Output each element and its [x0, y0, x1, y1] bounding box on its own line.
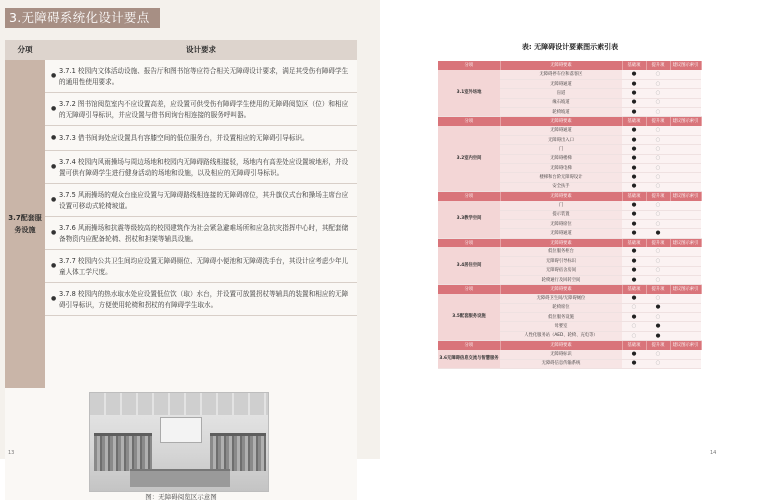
basic-item-mark: ● — [622, 257, 646, 266]
index-header-cell: 无障碍要素 — [500, 117, 622, 126]
basic-item-mark: ● — [622, 98, 646, 107]
basic-item-mark: ● — [622, 359, 646, 368]
element-name-cell: 无障碍楼梯 — [500, 154, 622, 163]
requirement-item — [45, 126, 357, 151]
element-name-cell: 轮椅坡道 — [500, 108, 622, 117]
index-header-cell: 提升项 — [646, 61, 670, 70]
section-name-cell: 3.3教学空间 — [438, 201, 500, 239]
basic-item-mark: ● — [622, 313, 646, 322]
index-header-cell: 提升项 — [646, 238, 670, 247]
section-name-cell: 3.6无障碍信息交流与智慧服务 — [438, 350, 500, 369]
element-name-cell: 无障碍通道 — [500, 229, 622, 238]
photo-area — [5, 388, 357, 500]
index-table-title: 表: 无障碍设计要素图示索引表 — [521, 43, 619, 51]
upgrade-item-mark: ○ — [646, 89, 670, 98]
diagram-index-cell — [670, 303, 701, 312]
element-name-cell: 提示装置 — [500, 210, 622, 219]
element-name-cell: 无障碍宿舍房间 — [500, 266, 622, 275]
element-name-cell: 轮椅席位 — [500, 303, 622, 312]
index-header-cell: 基础项 — [622, 117, 646, 126]
element-name-cell: 母婴室 — [500, 322, 622, 331]
index-header-cell: 无障碍要素 — [500, 192, 622, 201]
diagram-index-cell — [670, 182, 701, 191]
index-header-cell: 分项 — [438, 192, 500, 201]
index-row — [438, 294, 701, 303]
upgrade-item-mark: ○ — [646, 350, 670, 359]
requirement-item — [45, 60, 357, 93]
header-category: 分项 — [17, 45, 33, 54]
index-row — [438, 350, 701, 359]
requirement-text: 3.7.2 图书馆阅览室内不应设置高差，应设置可供受伤有障碍学生使用的无障碍阅览区（位）和相应的无障碍引导标识，并应设置与借书间询台相连接的服务呼叫器。 — [59, 100, 349, 119]
index-header-cell: 基础项 — [622, 192, 646, 201]
element-name-cell: 无障碍出入口 — [500, 135, 622, 144]
bullet-icon: ● — [51, 163, 57, 171]
index-header-cell: 分项 — [438, 117, 500, 126]
index-header-cell: 无障碍要素 — [500, 341, 622, 350]
upgrade-item-mark: ○ — [646, 135, 670, 144]
requirement-list — [45, 60, 357, 388]
basic-item-mark: ● — [622, 266, 646, 275]
basic-item-mark: ○ — [622, 303, 646, 312]
basic-item-mark: ● — [622, 219, 646, 228]
diagram-index-cell — [670, 275, 701, 284]
diagram-index-cell — [670, 350, 701, 359]
basic-item-mark: ● — [622, 89, 646, 98]
index-header-row — [438, 61, 701, 70]
requirement-text: 3.7.3 借书间询处应设置具有容膝空间的低位服务台，并设置相应的无障碍引导标识。 — [59, 134, 309, 143]
index-header-row — [438, 285, 701, 294]
index-row — [438, 70, 701, 79]
element-name-cell: 无障碍信息传输系统 — [500, 359, 622, 368]
index-header-cell: 提升项 — [646, 341, 670, 350]
element-name-cell: 无障碍通道 — [500, 126, 622, 135]
upgrade-item-mark: ○ — [646, 70, 670, 79]
diagram-index-cell — [670, 210, 701, 219]
diagram-index-cell — [670, 164, 701, 173]
index-row — [438, 201, 701, 210]
element-name-cell: 缘石坡道 — [500, 98, 622, 107]
basic-item-mark: ● — [622, 154, 646, 163]
index-header-cell: 建议图示索引 — [670, 117, 701, 126]
index-header-cell: 建议图示索引 — [670, 61, 701, 70]
element-name-cell: 无障碍电梯 — [500, 164, 622, 173]
basic-item-mark: ● — [622, 247, 646, 256]
index-header-cell: 无障碍要素 — [500, 238, 622, 247]
diagram-index-cell — [670, 135, 701, 144]
index-header-cell: 分项 — [438, 285, 500, 294]
right-page — [380, 0, 760, 459]
index-header-cell: 分项 — [438, 341, 500, 350]
upgrade-item-mark: ○ — [646, 257, 670, 266]
index-header-row — [438, 341, 701, 350]
upgrade-item-mark: ● — [646, 229, 670, 238]
bookshelf — [210, 433, 266, 471]
index-table — [438, 61, 702, 369]
requirement-item — [45, 283, 357, 316]
section-name-cell: 3.1室外场地 — [438, 70, 500, 117]
section-title: 3.无障碍系统化设计要点 — [5, 8, 160, 28]
element-name-cell: 门 — [500, 201, 622, 210]
index-row — [438, 247, 701, 256]
basic-item-mark: ● — [622, 145, 646, 154]
header-requirements: 设计要求 — [186, 45, 216, 54]
index-header-row — [438, 192, 701, 201]
requirement-item — [45, 217, 357, 250]
element-name-cell: 门 — [500, 145, 622, 154]
upgrade-item-mark: ○ — [646, 275, 670, 284]
photo-caption: 图：无障碍阅览区示意图 — [145, 493, 217, 501]
index-header-cell: 建议图示索引 — [670, 238, 701, 247]
requirement-item — [45, 250, 357, 283]
upgrade-item-mark: ○ — [646, 210, 670, 219]
table-body — [5, 60, 357, 388]
bullet-icon: ● — [51, 229, 57, 237]
element-name-cell: 盲道 — [500, 89, 622, 98]
element-name-cell: 低位服务柜台 — [500, 247, 622, 256]
diagram-index-cell — [670, 70, 701, 79]
diagram-index-cell — [670, 331, 701, 340]
requirement-text: 3.7.6 风雨操场和抗震等级较高的校园建筑作为社会紧急避难场所和应急抗灾指挥中心时，其配套储备物资内应配备轮椅、拐杖和担架等辅具设施。 — [59, 224, 349, 243]
requirement-item — [45, 184, 357, 217]
ceiling-lights — [90, 393, 268, 415]
requirement-text: 3.7.1 校园内文体活动设施、报告厅和图书馆等应符合相关无障碍设计要求，满足其受伤有障碍学生的通用性使用要求。 — [59, 67, 349, 86]
diagram-index-cell — [670, 257, 701, 266]
bullet-icon: ● — [51, 295, 57, 303]
basic-item-mark: ● — [622, 201, 646, 210]
upgrade-item-mark: ○ — [646, 126, 670, 135]
basic-item-mark: ● — [622, 173, 646, 182]
index-header-cell: 提升项 — [646, 117, 670, 126]
element-name-cell: 低位服务设施 — [500, 313, 622, 322]
diagram-index-cell — [670, 145, 701, 154]
diagram-index-cell — [670, 294, 701, 303]
upgrade-item-mark: ○ — [646, 219, 670, 228]
index-header-cell: 建议图示索引 — [670, 341, 701, 350]
upgrade-item-mark: ○ — [646, 247, 670, 256]
basic-item-mark: ● — [622, 135, 646, 144]
basic-item-mark: ● — [622, 210, 646, 219]
upgrade-item-mark: ○ — [646, 108, 670, 117]
diagram-index-cell — [670, 322, 701, 331]
basic-item-mark: ● — [622, 294, 646, 303]
page-number-right: 14 — [710, 450, 717, 456]
basic-item-mark: ● — [622, 275, 646, 284]
service-desk — [130, 469, 230, 487]
upgrade-item-mark: ○ — [646, 98, 670, 107]
index-header-cell: 分项 — [438, 61, 500, 70]
element-name-cell: 无障碍引导标识 — [500, 257, 622, 266]
bullet-icon: ● — [51, 105, 57, 113]
upgrade-item-mark: ○ — [646, 79, 670, 88]
index-header-row — [438, 238, 701, 247]
window — [160, 417, 202, 443]
upgrade-item-mark: ○ — [646, 164, 670, 173]
index-header-cell: 分项 — [438, 238, 500, 247]
element-name-cell: 安全扶手 — [500, 182, 622, 191]
basic-item-mark: ● — [622, 350, 646, 359]
category-cell: 3.7配套服务设施 — [5, 60, 45, 388]
reading-area-photo — [89, 392, 269, 492]
diagram-index-cell — [670, 108, 701, 117]
requirement-text: 3.7.4 校园内风雨操场与周边场地和校园内无障碍路线相接驳，场地内有高差处应设置坡地形，并设置可供有障碍学生进行健身活动的场地和设施，以及相应的无障碍引导标识。 — [59, 158, 349, 177]
basic-item-mark: ○ — [622, 331, 646, 340]
section-name-cell: 3.2室内空间 — [438, 126, 500, 192]
element-name-cell: 无障碍通道 — [500, 79, 622, 88]
diagram-index-cell — [670, 79, 701, 88]
basic-item-mark: ○ — [622, 322, 646, 331]
index-header-cell: 建议图示索引 — [670, 285, 701, 294]
upgrade-item-mark: ○ — [646, 313, 670, 322]
requirement-text: 3.7.7 校园内公共卫生间均应设置无障碍厕位、无障碍小便池和无障碍洗手台，其设计应考虑少年儿童人体工学尺度。 — [59, 257, 349, 276]
diagram-index-cell — [670, 247, 701, 256]
upgrade-item-mark: ○ — [646, 145, 670, 154]
upgrade-item-mark: ○ — [646, 182, 670, 191]
requirement-item — [45, 151, 357, 184]
element-name-cell: 无障碍停车位和落客区 — [500, 70, 622, 79]
upgrade-item-mark: ○ — [646, 173, 670, 182]
upgrade-item-mark: ○ — [646, 154, 670, 163]
section-name-cell: 3.5配套服务设施 — [438, 294, 500, 341]
requirement-text: 3.7.5 风雨操场的观众台座应设置与无障碍路线相连接的无障碍席位，其升旗仪式台和操场主席台应设置可移动式轮椅坡道。 — [59, 191, 349, 210]
basic-item-mark: ● — [622, 108, 646, 117]
section-name-cell: 3.4居住空间 — [438, 247, 500, 285]
requirement-text: 3.7.8 校园内的热水取水处应设置低位饮（取）水台，并设置可放置拐杖等辅具的装置和相应的无障碍引导标识，方便使用轮椅和拐杖的有障碍学生取水。 — [59, 290, 349, 309]
element-name-cell: 无障碍标识 — [500, 350, 622, 359]
index-header-cell: 基础项 — [622, 341, 646, 350]
bullet-icon: ● — [51, 134, 57, 142]
index-header-cell: 基础项 — [622, 61, 646, 70]
index-header-cell: 建议图示索引 — [670, 192, 701, 201]
index-header-cell: 基础项 — [622, 285, 646, 294]
element-name-cell: 无障碍卫生间/无障碍厕位 — [500, 294, 622, 303]
index-header-cell: 提升项 — [646, 192, 670, 201]
upgrade-item-mark: ○ — [646, 294, 670, 303]
element-name-cell: 楼梯和台阶无障碍设计 — [500, 173, 622, 182]
basic-item-mark: ● — [622, 164, 646, 173]
upgrade-item-mark: ● — [646, 303, 670, 312]
element-name-cell: 无障碍席位 — [500, 219, 622, 228]
index-row — [438, 126, 701, 135]
index-header-cell: 基础项 — [622, 238, 646, 247]
basic-item-mark: ● — [622, 70, 646, 79]
bullet-icon: ● — [51, 262, 57, 270]
upgrade-item-mark: ○ — [646, 266, 670, 275]
basic-item-mark: ● — [622, 79, 646, 88]
diagram-index-cell — [670, 173, 701, 182]
index-header-row — [438, 117, 701, 126]
diagram-index-cell — [670, 154, 701, 163]
bookshelf — [94, 433, 152, 471]
diagram-index-cell — [670, 201, 701, 210]
diagram-index-cell — [670, 266, 701, 275]
index-header-cell: 无障碍要素 — [500, 285, 622, 294]
upgrade-item-mark: ● — [646, 322, 670, 331]
diagram-index-cell — [670, 313, 701, 322]
requirement-item — [45, 93, 357, 126]
basic-item-mark: ● — [622, 229, 646, 238]
diagram-index-cell — [670, 219, 701, 228]
upgrade-item-mark: ● — [646, 331, 670, 340]
basic-item-mark: ● — [622, 126, 646, 135]
bullet-icon: ● — [51, 196, 57, 204]
index-header-cell: 无障碍要素 — [500, 61, 622, 70]
diagram-index-cell — [670, 126, 701, 135]
page-number-left: 13 — [8, 450, 15, 456]
diagram-index-cell — [670, 98, 701, 107]
element-name-cell: 人性化服务站（AED、轮椅、充电等） — [500, 331, 622, 340]
element-name-cell: 轮椅通行及回转空间 — [500, 275, 622, 284]
diagram-index-cell — [670, 89, 701, 98]
table-header — [5, 40, 357, 60]
basic-item-mark: ● — [622, 182, 646, 191]
index-header-cell: 提升项 — [646, 285, 670, 294]
design-requirements-table — [5, 40, 357, 500]
bullet-icon: ● — [51, 72, 57, 80]
upgrade-item-mark: ○ — [646, 201, 670, 210]
upgrade-item-mark: ○ — [646, 359, 670, 368]
diagram-index-cell — [670, 359, 701, 368]
diagram-index-cell — [670, 229, 701, 238]
